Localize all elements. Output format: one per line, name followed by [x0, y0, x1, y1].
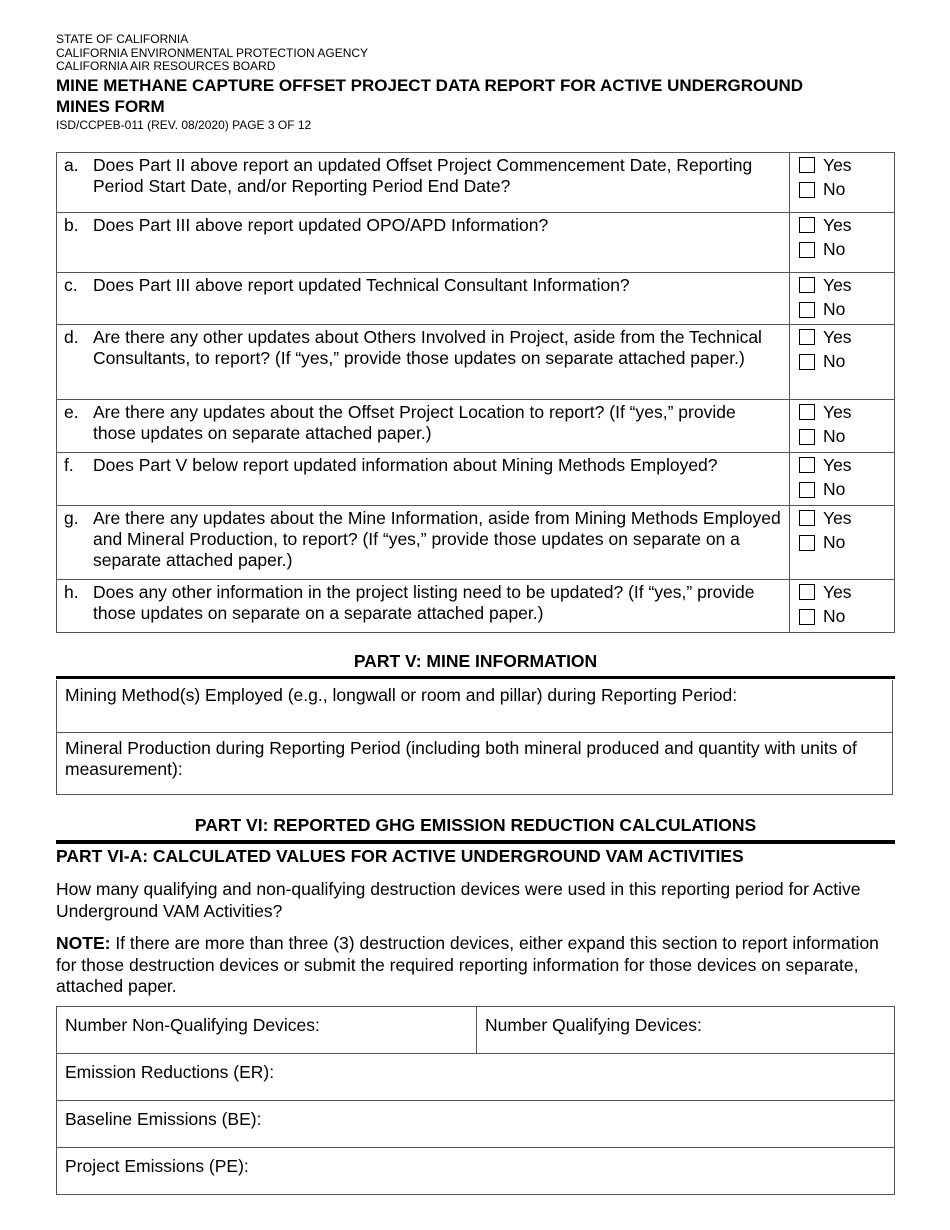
- er-label: Emission Reductions (ER):: [65, 1062, 275, 1082]
- yes-option[interactable]: [790, 213, 894, 238]
- no-option[interactable]: [790, 425, 894, 450]
- question-letter: d.: [64, 327, 79, 347]
- checkbox[interactable]: [799, 217, 815, 233]
- part5-title: PART V: MINE INFORMATION: [353, 651, 598, 671]
- question-letter: b.: [64, 215, 79, 235]
- yes-option[interactable]: [790, 400, 894, 425]
- agency-line: CALIFORNIA ENVIRONMENTAL PROTECTION AGENCY: [56, 45, 369, 60]
- mining-method-label: Mining Method(s) Employed (e.g., longwall or room and pillar) during Reporting Period:: [65, 685, 738, 705]
- form-header: [56, 33, 896, 132]
- checkbox[interactable]: [799, 354, 815, 370]
- question-row-c: [57, 273, 895, 325]
- yes-option[interactable]: [790, 325, 894, 350]
- option-label: Yes: [823, 507, 852, 528]
- question-letter: a.: [64, 155, 79, 175]
- no-option[interactable]: [790, 178, 894, 203]
- option-label: Yes: [823, 214, 852, 235]
- no-option[interactable]: [790, 605, 894, 630]
- question-letter: f.: [64, 455, 74, 475]
- checkbox[interactable]: [799, 157, 815, 173]
- form-title: [56, 75, 896, 117]
- checkbox[interactable]: [799, 482, 815, 498]
- calculated-values-table: [56, 1006, 895, 1195]
- checkbox[interactable]: [799, 302, 815, 318]
- form-title-line: MINES FORM: [56, 96, 165, 116]
- form-number: ISD/CCPEB-011 (REV. 08/2020) PAGE 3 OF 12: [56, 117, 312, 132]
- option-label: No: [823, 351, 846, 372]
- note-text: If there are more than three (3) destruction devices, either expand this section to report information for those destruction devices or submit the required reporting information for those devices on separate, attached paper.: [56, 933, 879, 996]
- question-row-b: [57, 213, 895, 273]
- mineral-production-label: Mineral Production during Reporting Period (including both mineral produced and quantity with units of measurement):: [65, 738, 857, 779]
- qualifying-devices-field[interactable]: [477, 1007, 895, 1054]
- emission-reductions-field[interactable]: [57, 1054, 895, 1101]
- option-label: No: [823, 532, 846, 553]
- yes-option[interactable]: [790, 580, 894, 605]
- section-divider: [56, 840, 895, 844]
- checkbox[interactable]: [799, 404, 815, 420]
- checkbox[interactable]: [799, 182, 815, 198]
- question-text: Are there any updates about the Mine Information, aside from Mining Methods Employed and Mineral Production, to report? (If “yes,” provide those updates on separate on a separate attached paper.): [93, 508, 781, 570]
- baseline-emissions-field[interactable]: [57, 1101, 895, 1148]
- yes-option[interactable]: [790, 506, 894, 531]
- non-qualifying-label: Number Non-Qualifying Devices:: [65, 1015, 320, 1035]
- update-questions-table: [56, 152, 895, 633]
- question-text: Does Part II above report an updated Offset Project Commencement Date, Reporting Period Start Date, and/or Reporting Period End Date?: [93, 155, 753, 196]
- question-letter: e.: [64, 402, 79, 422]
- option-label: Yes: [823, 581, 852, 602]
- note-label: NOTE:: [56, 933, 111, 953]
- option-label: Yes: [823, 274, 852, 295]
- checkbox[interactable]: [799, 535, 815, 551]
- qualifying-label: Number Qualifying Devices:: [485, 1015, 702, 1035]
- part6-title: PART VI: REPORTED GHG EMISSION REDUCTION CALCULATIONS: [194, 815, 757, 835]
- question-row-d: [57, 325, 895, 400]
- checkbox[interactable]: [799, 609, 815, 625]
- question-text: Does any other information in the project listing need to be updated? (If “yes,” provide those updates on separate on a separate attached paper.): [93, 582, 755, 623]
- question-letter: c.: [64, 275, 78, 295]
- devices-question: How many qualifying and non-qualifying destruction devices were used in this reporting period for Active Underground VAM Activities?: [56, 879, 861, 921]
- agency-line: STATE OF CALIFORNIA: [56, 32, 189, 46]
- checkbox[interactable]: [799, 584, 815, 600]
- question-row-e: [57, 400, 895, 453]
- option-label: No: [823, 606, 846, 627]
- option-label: No: [823, 299, 846, 320]
- checkbox[interactable]: [799, 429, 815, 445]
- no-option[interactable]: [790, 478, 894, 503]
- question-text: Does Part III above report updated Technical Consultant Information?: [93, 275, 630, 295]
- mineral-production-field[interactable]: [56, 733, 893, 795]
- option-label: Yes: [823, 454, 852, 475]
- checkbox[interactable]: [799, 329, 815, 345]
- option-label: No: [823, 179, 846, 200]
- no-option[interactable]: [790, 531, 894, 556]
- option-label: Yes: [823, 401, 852, 422]
- be-label: Baseline Emissions (BE):: [65, 1109, 262, 1129]
- agency-line: CALIFORNIA AIR RESOURCES BOARD: [56, 59, 276, 73]
- option-label: Yes: [823, 154, 852, 175]
- question-letter: g.: [64, 508, 79, 528]
- no-option[interactable]: [790, 350, 894, 375]
- note-paragraph: [56, 933, 886, 998]
- option-label: No: [823, 426, 846, 447]
- question-text: Does Part III above report updated OPO/APD Information?: [93, 215, 549, 235]
- part6a-subtitle: PART VI-A: CALCULATED VALUES FOR ACTIVE UNDERGROUND VAM ACTIVITIES: [56, 846, 744, 866]
- question-text: Does Part V below report updated information about Mining Methods Employed?: [93, 455, 718, 475]
- checkbox[interactable]: [799, 457, 815, 473]
- non-qualifying-devices-field[interactable]: [57, 1007, 477, 1054]
- checkbox[interactable]: [799, 277, 815, 293]
- project-emissions-field[interactable]: [57, 1148, 895, 1195]
- question-row-h: [57, 580, 895, 633]
- yes-option[interactable]: [790, 453, 894, 478]
- form-title-line: MINE METHANE CAPTURE OFFSET PROJECT DATA REPORT FOR ACTIVE UNDERGROUND: [56, 75, 804, 95]
- checkbox[interactable]: [799, 510, 815, 526]
- question-text: Are there any updates about the Offset Project Location to report? (If “yes,” provide those updates on separate attached paper.): [93, 402, 736, 443]
- question-row-f: [57, 453, 895, 506]
- checkbox[interactable]: [799, 242, 815, 258]
- question-letter: h.: [64, 582, 79, 602]
- mining-method-field[interactable]: [56, 680, 893, 733]
- no-option[interactable]: [790, 298, 894, 323]
- option-label: No: [823, 239, 846, 260]
- question-text: Are there any other updates about Others Involved in Project, aside from the Technical Consultants, to report? (If “yes,” provide those updates on separate attached paper.): [93, 327, 762, 368]
- question-row-a: [57, 153, 895, 213]
- yes-option[interactable]: [790, 273, 894, 298]
- pe-label: Project Emissions (PE):: [65, 1156, 249, 1176]
- no-option[interactable]: [790, 238, 894, 263]
- yes-option[interactable]: [790, 153, 894, 178]
- option-label: No: [823, 479, 846, 500]
- section-divider: [56, 676, 895, 679]
- option-label: Yes: [823, 326, 852, 347]
- question-row-g: [57, 506, 895, 580]
